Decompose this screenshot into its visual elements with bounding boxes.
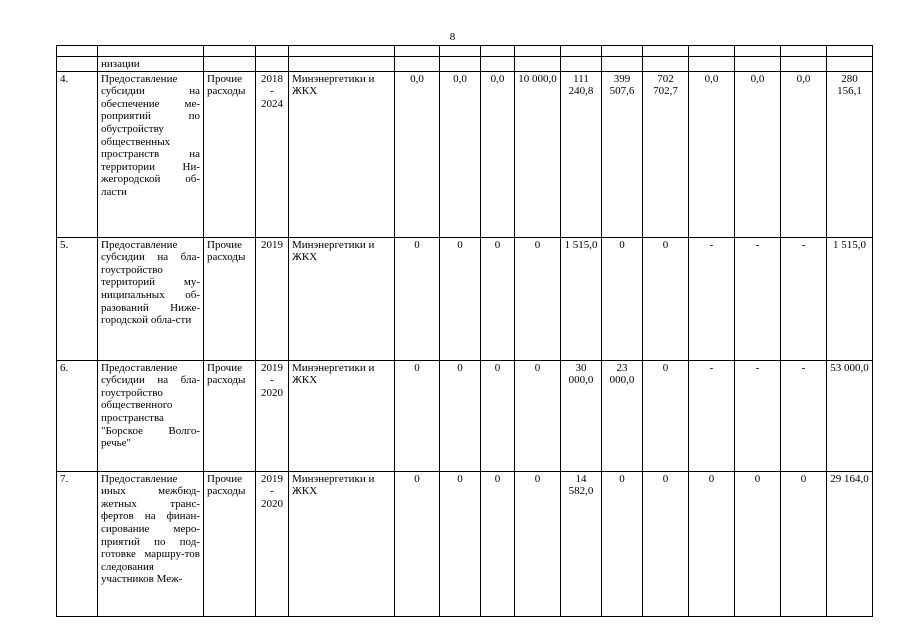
row-period: 2019 - 2020 <box>256 471 289 616</box>
row-value: 0,0 <box>395 71 440 237</box>
row-period: 2019 - 2020 <box>256 360 289 471</box>
row-number: 4. <box>57 71 98 237</box>
row-value: 0 <box>602 237 643 360</box>
row-value: 0 <box>481 471 515 616</box>
row-value: 0 <box>395 360 440 471</box>
continuation-text: низации <box>98 57 204 72</box>
row-executor: Минэнергетики и ЖКХ <box>289 237 395 360</box>
row-type: Прочие расходы <box>204 237 256 360</box>
table-row <box>57 360 873 471</box>
row-value: 0 <box>643 360 689 471</box>
row-total: 280 156,1 <box>827 71 873 237</box>
row-value: - <box>735 360 781 471</box>
row-value: 0,0 <box>689 71 735 237</box>
row-value: 10 000,0 <box>515 71 561 237</box>
row-value: - <box>689 237 735 360</box>
row-value: 0 <box>689 471 735 616</box>
row-name: Предоставление иных межбюд-жетных транс-фертов на финан-сирование меро-приятий по под-готовке маршру-тов следования участников Меж- <box>98 471 204 616</box>
row-period: 2019 <box>256 237 289 360</box>
row-value: 0,0 <box>735 71 781 237</box>
row-value: 399 507,6 <box>602 71 643 237</box>
row-total: 1 515,0 <box>827 237 873 360</box>
row-value: 0,0 <box>440 71 481 237</box>
row-name: Предоставление субсидии на бла-гоустройство территорий му-ниципальных об-разований Ниже-городской обла-сти <box>98 237 204 360</box>
row-type: Прочие расходы <box>204 471 256 616</box>
row-value: 702 702,7 <box>643 71 689 237</box>
row-value: - <box>781 360 827 471</box>
row-value: 0 <box>395 471 440 616</box>
table-row-continuation <box>57 57 873 72</box>
row-value: 23 000,0 <box>602 360 643 471</box>
row-name: Предоставление субсидии на бла-гоустройство общественного пространства "Борское Волго-речье" <box>98 360 204 471</box>
row-value: 0,0 <box>481 71 515 237</box>
row-value: 0 <box>395 237 440 360</box>
table-row <box>57 46 873 57</box>
row-value: 30 000,0 <box>561 360 602 471</box>
row-number: 7. <box>57 471 98 616</box>
row-value: 0 <box>515 360 561 471</box>
table-row <box>57 71 873 237</box>
row-value: 0 <box>781 471 827 616</box>
page-number: 8 <box>449 31 456 43</box>
row-value: 0 <box>440 237 481 360</box>
row-value: - <box>781 237 827 360</box>
row-name: Предоставление субсидии на обеспечение ме-роприятий по обустройству общественных пространств на территории Ни-жегородской об-ласти <box>98 71 204 237</box>
row-value: - <box>735 237 781 360</box>
row-period: 2018 - 2024 <box>256 71 289 237</box>
row-value: 1 515,0 <box>561 237 602 360</box>
row-executor: Минэнергетики и ЖКХ <box>289 71 395 237</box>
row-number: 5. <box>57 237 98 360</box>
row-value: 0 <box>440 360 481 471</box>
row-value: 0 <box>481 237 515 360</box>
row-executor: Минэнергетики и ЖКХ <box>289 471 395 616</box>
row-value: 0 <box>643 237 689 360</box>
row-value: 0,0 <box>781 71 827 237</box>
row-value: - <box>689 360 735 471</box>
row-executor: Минэнергетики и ЖКХ <box>289 360 395 471</box>
budget-table <box>56 45 873 617</box>
row-value: 0 <box>481 360 515 471</box>
table-row <box>57 471 873 616</box>
row-value: 0 <box>602 471 643 616</box>
row-value: 0 <box>515 237 561 360</box>
row-total: 29 164,0 <box>827 471 873 616</box>
row-value: 0 <box>515 471 561 616</box>
row-type: Прочие расходы <box>204 71 256 237</box>
row-total: 53 000,0 <box>827 360 873 471</box>
row-number: 6. <box>57 360 98 471</box>
row-value: 0 <box>643 471 689 616</box>
row-value: 0 <box>735 471 781 616</box>
table-row <box>57 237 873 360</box>
row-value: 14 582,0 <box>561 471 602 616</box>
row-value: 111 240,8 <box>561 71 602 237</box>
row-type: Прочие расходы <box>204 360 256 471</box>
row-value: 0 <box>440 471 481 616</box>
